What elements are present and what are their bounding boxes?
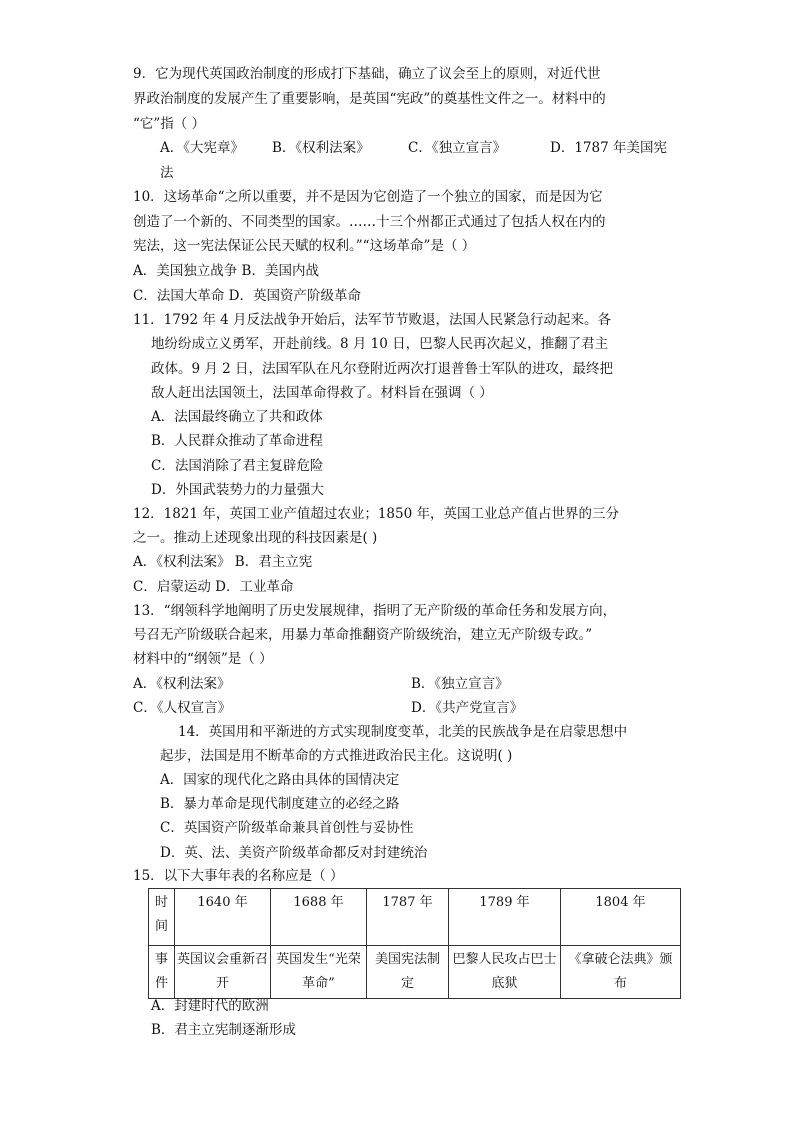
q10-options-cd: C．法国大革命 D．英国资产阶级革命	[133, 288, 361, 304]
table-cell-label-event: 事件	[149, 946, 175, 999]
q9-option-b: B．《权利法案》	[272, 140, 370, 156]
q10-stem-line-1: 10．这场革命“之所以重要，并不是因为它创造了一个独立的国家，而是因为它	[133, 189, 603, 205]
q14-stem-line-2: 起步，法国是用不断革命的方式推进政治民主化。这说明( )	[160, 748, 513, 764]
q11-option-b: B．人民群众推动了革命进程	[151, 433, 323, 449]
table-row-years	[149, 889, 681, 946]
q14-option-b: B．暴力革命是现代制度建立的必经之路	[160, 796, 400, 812]
table-cell-year: 1804 年	[561, 889, 681, 946]
table-cell-event: 《拿破仑法典》颁布	[561, 946, 681, 999]
q14-option-a: A．国家的现代化之路由具体的国情决定	[160, 772, 400, 788]
q14-option-c: C．英国资产阶级革命兼具首创性与妥协性	[160, 820, 414, 836]
q11-option-a: A．法国最终确立了共和政体	[151, 409, 323, 425]
q13-stem-line-1: 13．“纲领科学地阐明了历史发展规律，指明了无产阶级的革命任务和发展方向，	[133, 603, 617, 619]
table-row-events	[149, 946, 681, 999]
table-cell-year: 1688 年	[271, 889, 367, 946]
q9-stem-line-2: 界政治制度的发展产生了重要影响，是英国“宪政”的奠基性文件之一。材料中的	[133, 91, 606, 107]
q14-stem-line-1: 14．英国用和平渐进的方式实现制度变革，北美的民族战争是在启蒙思想中	[178, 724, 628, 740]
table-cell-event: 美国宪法制定	[367, 946, 449, 999]
q11-stem-line-3: 政体。9 月 2 日，法国军队在凡尔登附近两次打退普鲁士军队的进攻，最终把	[151, 361, 614, 377]
q12-options-ab: A．《权利法案》 B．君主立宪	[133, 554, 313, 570]
q12-stem-line-1: 12．1821 年，英国工业产值超过农业；1850 年，英国工业总产值占世界的三分	[133, 506, 619, 522]
q11-stem-line-1: 11．1792 年 4 月反法战争开始后，法军节节败退，法国人民紧急行动起来。各	[133, 312, 611, 328]
q9-stem-line-1: 9．它为现代英国政治制度的形成打下基础，确立了议会至上的原则，对近代世	[133, 66, 601, 82]
q10-stem-line-2: 创造了一个新的、不同类型的国家。……十三个州都正式通过了包括人权在内的	[133, 214, 606, 230]
q15-option-a: A．封建时代的欧洲	[151, 998, 269, 1014]
q11-option-c: C．法国消除了君主复辟危险	[151, 458, 324, 474]
chronology-table	[148, 888, 681, 999]
table-cell-event: 英国发生“光荣革命”	[271, 946, 367, 999]
q15-option-b: B．君主立宪制逐渐形成	[151, 1022, 296, 1038]
table-cell-label-time: 时间	[149, 889, 175, 946]
q13-option-a: A．《权利法案》	[133, 676, 231, 692]
q15-stem: 15．以下大事年表的名称应是（ ）	[133, 868, 344, 884]
q9-option-d: D．1787 年美国宪	[550, 140, 667, 156]
q13-stem-line-3: 材料中的“纲领”是（ ）	[133, 651, 273, 667]
table-cell-year: 1787 年	[367, 889, 449, 946]
q10-stem-line-3: 宪法，这一宪法保证公民天赋的权利。”“这场革命”是（ ）	[133, 238, 476, 254]
q13-option-d: D．《共产党宣言》	[411, 700, 524, 716]
q11-option-d: D．外国武装势力的力量强大	[151, 482, 324, 498]
q9-stem-line-3: “它”指（ ）	[133, 116, 206, 132]
q12-stem-line-2: 之一。推动上述现象出现的科技因素是( )	[133, 530, 378, 546]
table-cell-year: 1640 年	[175, 889, 271, 946]
q13-stem-line-2: 号召无产阶级联合起来，用暴力革命推翻资产阶级统治，建立无产阶级专政。”	[133, 627, 593, 643]
q11-stem-line-4: 敌人赶出法国领土，法国革命得救了。材料旨在强调（ ）	[151, 385, 493, 401]
q12-options-cd: C．启蒙运动 D．工业革命	[133, 579, 294, 595]
q10-options-ab: A．美国独立战争 B．美国内战	[133, 263, 319, 279]
q13-option-b: B．《独立宣言》	[411, 676, 509, 692]
q9-option-a: A．《大宪章》	[160, 140, 244, 156]
table-cell-event: 英国议会重新召开	[175, 946, 271, 999]
table-cell-event: 巴黎人民攻占巴士底狱	[449, 946, 561, 999]
q9-option-c: C．《独立宣言》	[408, 140, 507, 156]
table-cell-year: 1789 年	[449, 889, 561, 946]
q9-option-d-cont: 法	[160, 165, 174, 181]
q11-stem-line-2: 地纷纷成立义勇军，开赴前线。8 月 10 日，巴黎人民再次起义，推翻了君主	[151, 336, 609, 352]
q13-option-c: C．《人权宣言》	[133, 700, 232, 716]
q14-option-d: D．英、法、美资产阶级革命都反对封建统治	[160, 845, 428, 861]
